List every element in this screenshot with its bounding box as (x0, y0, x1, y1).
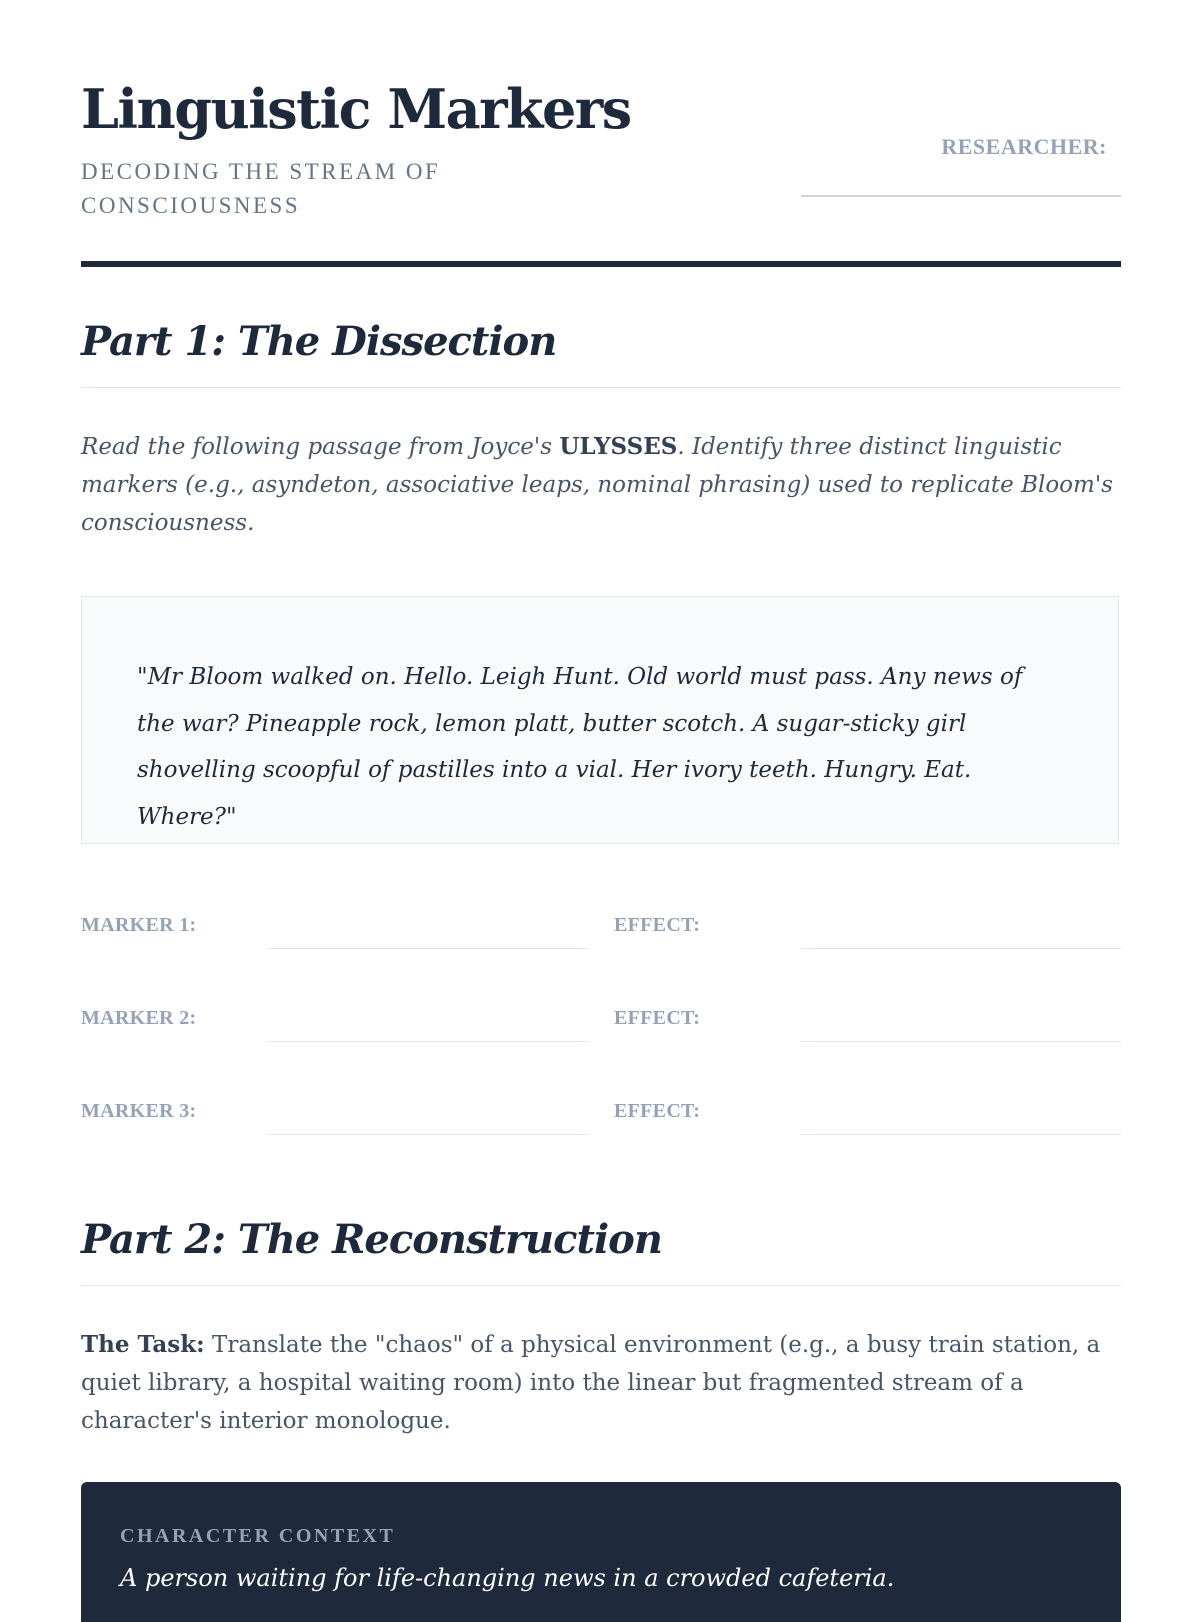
researcher-label: RESEARCHER: (941, 134, 1107, 159)
effect-2-field[interactable] (801, 1041, 1121, 1042)
marker-2-field[interactable] (268, 1041, 588, 1042)
effect-1-label: EFFECT: (614, 914, 701, 936)
part2-title: Part 2: The Reconstruction (81, 1216, 662, 1263)
part2-divider (81, 1285, 1121, 1286)
context-label: CHARACTER CONTEXT (120, 1525, 396, 1547)
task-text: Translate the "chaos" of a physical environment (e.g., a busy train station, a quiet library, a hospital waiting room) into the linear but fragmented stream of a character's interior monologue. (81, 1332, 1101, 1434)
marker-row-1 (81, 914, 1121, 954)
header-divider (81, 261, 1121, 267)
marker-3-label: MARKER 3: (81, 1100, 197, 1122)
instructions-book-title: ULYSSES (559, 433, 678, 460)
marker-1-label: MARKER 1: (81, 914, 197, 936)
part2-task (81, 1326, 1121, 1440)
part1-divider (81, 387, 1121, 388)
page-subtitle: DECODING THE STREAM OF CONSCIOUSNESS (81, 159, 441, 218)
effect-1-field[interactable] (801, 948, 1121, 949)
page-title: Linguistic Markers (81, 77, 631, 141)
character-context-box (81, 1482, 1121, 1622)
effect-3-label: EFFECT: (614, 1100, 701, 1122)
marker-2-label: MARKER 2: (81, 1007, 197, 1029)
marker-row-2 (81, 1007, 1121, 1047)
part1-instructions (81, 428, 1121, 542)
task-label: The Task: (81, 1331, 205, 1358)
instructions-text-after: . Identify three distinct linguistic markers (e.g., asyndeton, associative leaps, nominal phrasing) used to replicate Bloom's consciousness. (81, 434, 1113, 536)
marker-1-field[interactable] (268, 948, 588, 949)
effect-2-label: EFFECT: (614, 1007, 701, 1029)
effect-3-field[interactable] (801, 1134, 1121, 1135)
context-text: A person waiting for life-changing news in a crowded cafeteria. (120, 1564, 895, 1592)
instructions-text-before: Read the following passage from Joyce's (81, 434, 560, 460)
researcher-field[interactable] (801, 195, 1121, 197)
part1-title: Part 1: The Dissection (81, 318, 557, 365)
passage-quote: "Mr Bloom walked on. Hello. Leigh Hunt. Old world must pass. Any news of the war? Pineapple rock, lemon platt, butter scotch. A sugar-sticky girl shovelling scoopful of pastilles into a vial. Her ivory teeth. Hungry. Eat. Where?" (137, 664, 1023, 830)
marker-row-3 (81, 1100, 1121, 1140)
worksheet-page (81, 0, 1121, 1592)
passage-quote-box (81, 596, 1119, 844)
marker-3-field[interactable] (268, 1134, 588, 1135)
worksheet-header (81, 0, 1121, 268)
